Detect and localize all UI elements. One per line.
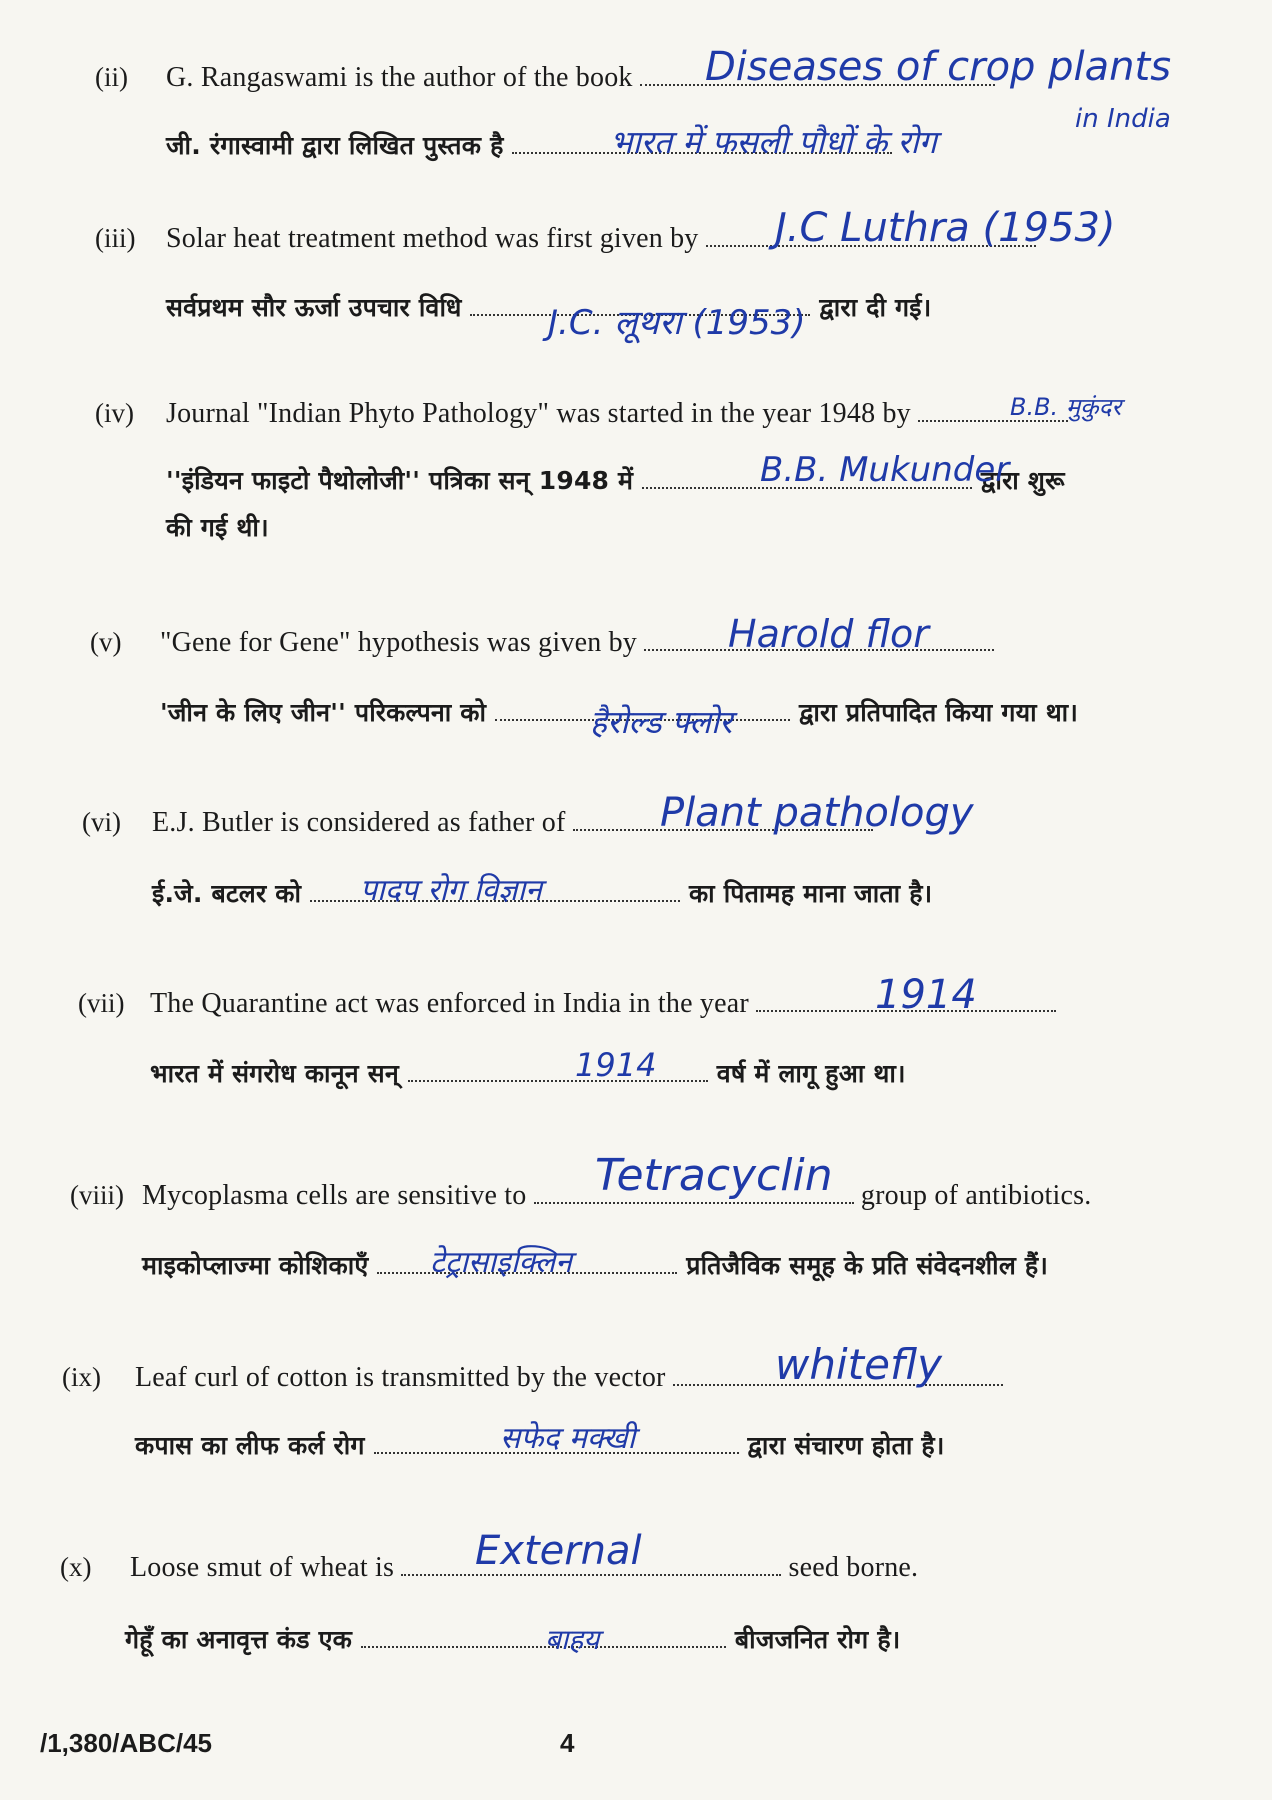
handwritten-answer-hi: 1914	[575, 1046, 657, 1084]
question-number: (viii)	[70, 1180, 124, 1210]
answer-blank	[408, 1060, 708, 1082]
handwritten-answer-hi: भारत में फसली पौधों के रोग	[610, 123, 937, 161]
question-number: (x)	[60, 1552, 92, 1582]
question-text-en: Solar heat treatment method was first given by	[166, 223, 1036, 255]
question-number: (iv)	[95, 398, 134, 428]
handwritten-answer-hi: बाहय	[545, 1623, 600, 1656]
question-text-en: E.J. Butler is considered as father of	[152, 807, 873, 839]
question-text-hi: गेहूँ का अनावृत्त कंड एक बीजजनित रोग है।	[125, 1625, 901, 1654]
handwritten-answer-en: J.C Luthra (1953)	[775, 205, 1116, 251]
question-text-hi: भारत में संगरोध कानून सन् वर्ष में लागू हुआ था।	[150, 1059, 906, 1088]
question-text-en: Loose smut of wheat is seed borne.	[130, 1552, 919, 1583]
handwritten-answer-en: 1914	[875, 972, 977, 1018]
question-text-hi: जी. रंगास्वामी द्वारा लिखित पुस्तक है	[166, 128, 892, 162]
handwritten-answer-hi: पादप रोग विज्ञान	[360, 873, 542, 908]
handwritten-answer-hi: टेट्रासाइक्लिन	[430, 1245, 572, 1280]
handwritten-answer-en: Harold flor	[728, 612, 929, 656]
question-number: (ii)	[95, 62, 128, 92]
question-text-en: The Quarantine act was enforced in India in the year	[150, 988, 1056, 1020]
question-text-hi-cont: की गई थी।	[166, 513, 269, 542]
answer-blank	[361, 1626, 726, 1648]
question-text-hi: ''इंडियन फाइटो पैथोलोजी'' पत्रिका सन् 1948 में द्वारा शुरू	[166, 466, 1065, 495]
question-number: (v)	[90, 627, 122, 657]
handwritten-answer-hi: हैरोल्ड फ्लोर	[590, 703, 733, 741]
handwritten-answer-en-extra: in India	[1075, 104, 1171, 134]
handwritten-answer-en: Tetracyclin	[595, 1150, 833, 1201]
question-number: (iii)	[95, 223, 136, 253]
handwritten-answer-hi: J.C. लूथरा (1953)	[548, 303, 806, 343]
question-text-hi: कपास का लीफ कर्ल रोग द्वारा संचारण होता है।	[135, 1431, 945, 1460]
handwritten-answer-hi: सफेद मक्खी	[500, 1421, 636, 1456]
question-number: (vi)	[82, 807, 121, 837]
question-text-en: G. Rangaswami is the author of the book	[166, 62, 995, 94]
question-text-hi: 'जीन के लिए जीन'' परिकल्पना को द्वारा प्रतिपादित किया गया था।	[160, 698, 1079, 727]
question-text-en: Journal "Indian Phyto Pathology" was started in the year 1948 by	[166, 398, 1068, 430]
question-number: (vii)	[78, 988, 125, 1018]
question-text-en: "Gene for Gene" hypothesis was given by	[160, 627, 994, 659]
handwritten-answer-en: Diseases of crop plants	[705, 44, 1172, 90]
question-text-hi: ई.जे. बटलर को का पितामह माना जाता है।	[152, 879, 933, 908]
handwritten-answer-en: Plant pathology	[660, 790, 974, 836]
paper-code: /1,380/ABC/45	[40, 1728, 212, 1758]
question-text-hi: माइकोप्लाज्मा कोशिकाएँ प्रतिजैविक समूह के प्रति संवेदनशील हैं।	[142, 1251, 1049, 1280]
handwritten-answer-en: whitefly	[775, 1340, 942, 1389]
question-number: (ix)	[62, 1362, 101, 1392]
page-number: 4	[560, 1728, 575, 1758]
handwritten-answer-en: B.B. मुकुंदर	[1010, 393, 1122, 421]
handwritten-answer-hi: B.B. Mukunder	[760, 450, 1010, 490]
question-text-en: Leaf curl of cotton is transmitted by the vector	[135, 1362, 1003, 1394]
handwritten-answer-en: External	[475, 1528, 642, 1574]
question-text-en: Mycoplasma cells are sensitive to group of antibiotics.	[142, 1180, 1092, 1211]
question-text-hi: सर्वप्रथम सौर ऊर्जा उपचार विधि द्वारा दी गई।	[166, 293, 932, 322]
